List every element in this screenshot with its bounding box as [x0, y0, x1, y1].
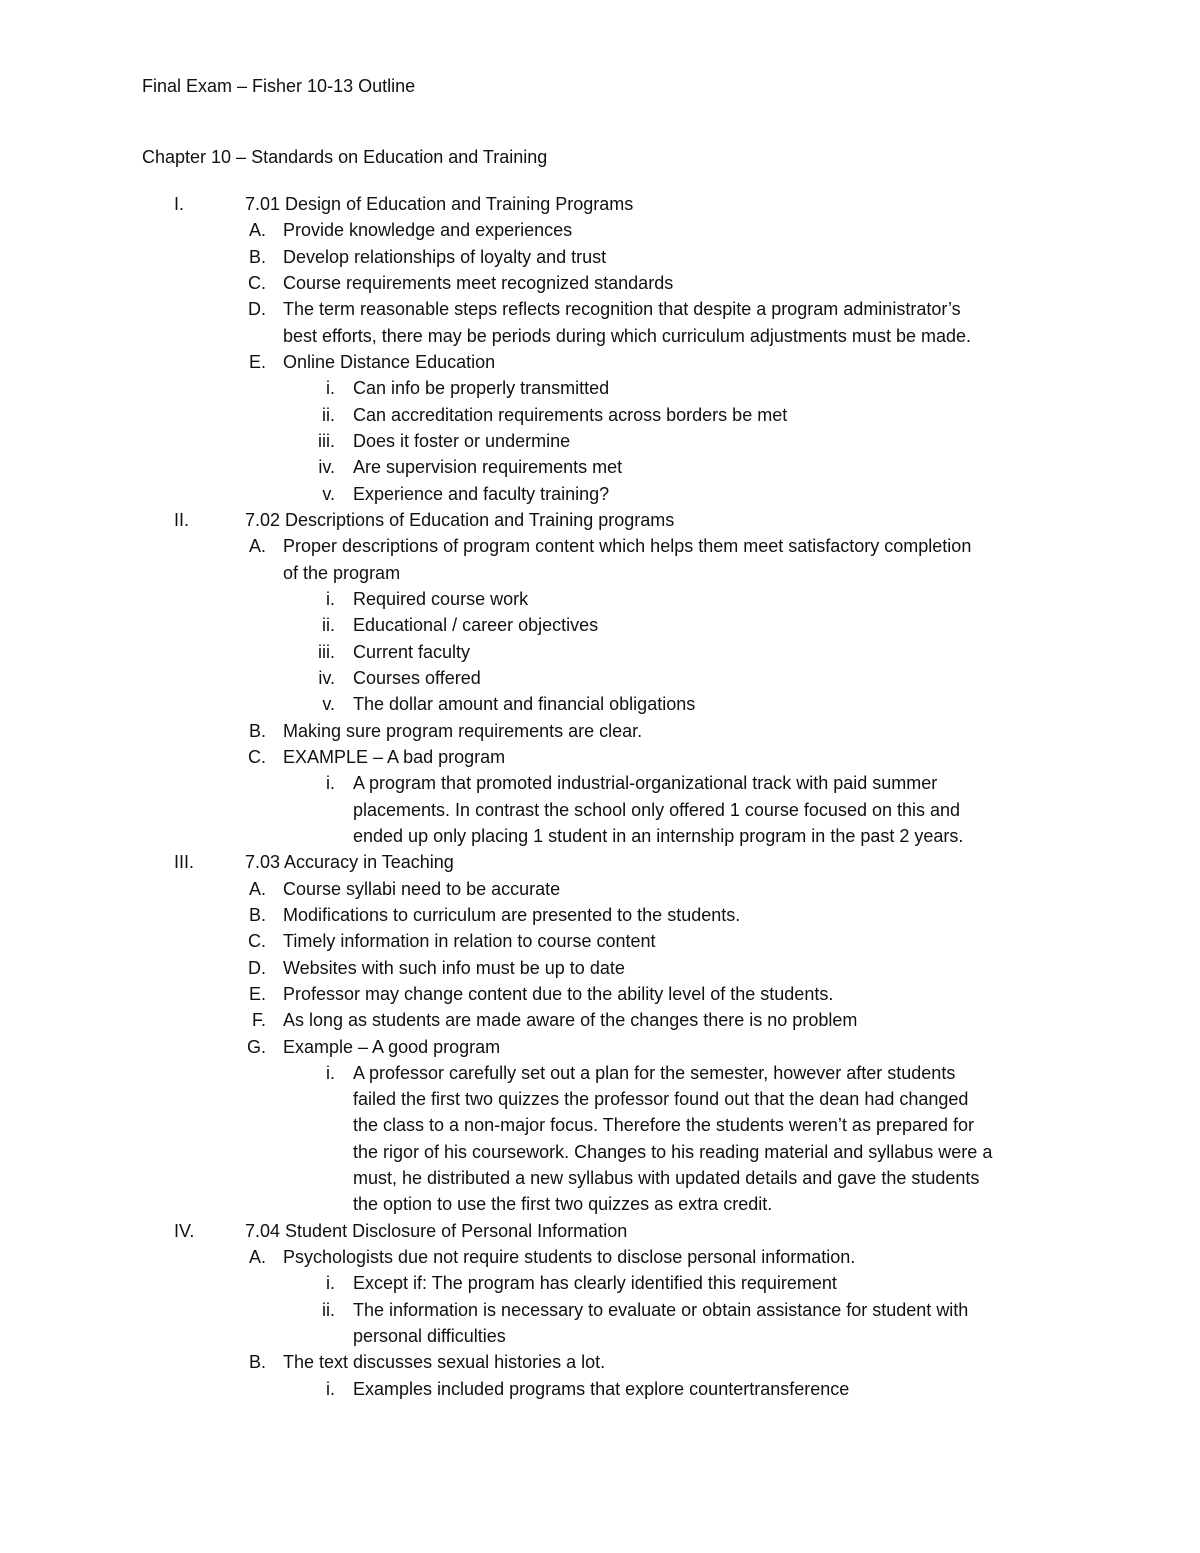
outline-marker: B. [248, 720, 266, 741]
outline-text: Educational / career objectives [353, 615, 599, 636]
outline-text: Psychologists due not require students to disclose personal information. [283, 1247, 856, 1268]
outline-line [0, 849, 1200, 875]
outline-line [0, 244, 1200, 270]
outline-line [0, 375, 1200, 401]
outline-text: The text discusses sexual histories a lot. [283, 1352, 606, 1373]
outline-text: Provide knowledge and experiences [283, 220, 573, 241]
outline-line [0, 586, 1200, 612]
outline-marker: A. [248, 220, 266, 241]
outline-line [0, 1034, 1200, 1060]
outline-marker: v. [322, 694, 335, 715]
outline-line [0, 1007, 1200, 1033]
outline-line [0, 1244, 1200, 1270]
outline-marker: iv. [318, 667, 335, 688]
outline-line [0, 323, 1200, 349]
outline-line [0, 533, 1200, 559]
outline-text: Examples included programs that explore countertransference [353, 1378, 850, 1399]
outline-text: The term reasonable steps reflects recognition that despite a program administrator’s [283, 299, 961, 320]
outline-text: A professor carefully set out a plan for the semester, however after students [353, 1062, 956, 1083]
outline-text: EXAMPLE – A bad program [283, 746, 506, 767]
outline-marker: ii. [322, 615, 335, 636]
outline-marker: C. [248, 931, 266, 952]
outline-marker: A. [248, 1247, 266, 1268]
outline-line [0, 876, 1200, 902]
outline-text: Does it foster or undermine [353, 430, 571, 451]
outline-line [0, 1323, 1200, 1349]
outline-line [0, 691, 1200, 717]
outline-list [0, 191, 1200, 1402]
outline-marker: II. [174, 509, 190, 530]
outline-text: Can accreditation requirements across borders be met [353, 404, 788, 425]
outline-line [0, 1191, 1200, 1217]
outline-marker: iii. [318, 430, 335, 451]
outline-marker: C. [248, 746, 266, 767]
outline-line [0, 1086, 1200, 1112]
outline-marker: B. [248, 1352, 266, 1373]
outline-marker: I. [174, 194, 185, 214]
outline-text: The dollar amount and financial obligations [353, 694, 696, 715]
outline-marker: ii. [322, 1299, 335, 1320]
outline-marker: i. [326, 1062, 335, 1083]
outline-text: Experience and faculty training? [353, 483, 610, 504]
outline-line [0, 217, 1200, 243]
outline-line [0, 191, 1200, 217]
outline-line [0, 349, 1200, 375]
outline-line [0, 823, 1200, 849]
outline-text: Current faculty [353, 641, 471, 662]
outline-marker: B. [248, 246, 266, 267]
outline-text: ended up only placing 1 student in an internship program in the past 2 years. [353, 825, 964, 846]
outline-line [0, 928, 1200, 954]
outline-marker: v. [322, 483, 335, 504]
outline-text: 7.01 Design of Education and Training Programs [245, 194, 634, 214]
outline-marker: IV. [174, 1220, 195, 1241]
outline-text: the rigor of his coursework. Changes to his reading material and syllabus were a [353, 1141, 993, 1162]
outline-line [0, 1112, 1200, 1138]
outline-marker: E. [248, 351, 266, 372]
outline-line [0, 902, 1200, 928]
outline-line [0, 981, 1200, 1007]
outline-marker: E. [248, 983, 266, 1004]
outline-line [0, 507, 1200, 533]
outline-marker: B. [248, 904, 266, 925]
outline-text: Example – A good program [283, 1036, 501, 1057]
outline-marker: C. [248, 272, 266, 293]
outline-text: personal difficulties [353, 1326, 506, 1347]
outline-line [0, 1218, 1200, 1244]
outline-marker: D. [248, 957, 266, 978]
outline-marker: i. [326, 1378, 335, 1399]
outline-text: Develop relationships of loyalty and trust [283, 246, 607, 267]
outline-text: best efforts, there may be periods during which curriculum adjustments must be made. [283, 325, 971, 346]
outline-line [0, 428, 1200, 454]
outline-line [0, 797, 1200, 823]
outline-marker: G. [246, 1036, 266, 1057]
outline-line [0, 718, 1200, 744]
outline-line [0, 955, 1200, 981]
outline-text: of the program [283, 562, 401, 583]
outline-marker: III. [174, 852, 195, 873]
outline-text: placements. In contrast the school only offered 1 course focused on this and [353, 799, 961, 820]
outline-text: failed the first two quizzes the professor found out that the dean had changed [353, 1089, 969, 1110]
outline-line [0, 454, 1200, 480]
outline-text: Required course work [353, 588, 529, 609]
outline-marker: A. [248, 878, 266, 899]
outline-line [0, 1139, 1200, 1165]
document-title: Final Exam – Fisher 10-13 Outline [142, 76, 416, 96]
outline-text: Online Distance Education [283, 351, 496, 372]
outline-marker: i. [326, 1273, 335, 1294]
outline-line [0, 560, 1200, 586]
outline-text: the option to use the first two quizzes as extra credit. [353, 1194, 773, 1215]
outline-text: 7.02 Descriptions of Education and Training programs [245, 509, 675, 530]
outline-marker: i. [326, 378, 335, 399]
outline-text: A program that promoted industrial-organizational track with paid summer [353, 773, 938, 794]
outline-marker: iii. [318, 641, 335, 662]
outline-marker: i. [326, 773, 335, 794]
outline-line [0, 744, 1200, 770]
outline-text: Making sure program requirements are clear. [283, 720, 643, 741]
outline-text: As long as students are made aware of the changes there is no problem [283, 1010, 858, 1031]
outline-text: Can info be properly transmitted [353, 378, 610, 399]
outline-line [0, 402, 1200, 428]
outline-marker: A. [248, 536, 266, 557]
outline-text: 7.03 Accuracy in Teaching [245, 852, 454, 873]
outline-line [0, 612, 1200, 638]
outline-line [0, 770, 1200, 796]
outline-marker: F. [251, 1010, 266, 1031]
outline-line [0, 665, 1200, 691]
outline-text: Timely information in relation to course content [283, 931, 656, 952]
chapter-title: Chapter 10 – Standards on Education and Training [142, 147, 548, 167]
outline-text: Course syllabi need to be accurate [283, 878, 561, 899]
outline-line [0, 481, 1200, 507]
outline-text: the class to a non-major focus. Therefore the students weren’t as prepared for [353, 1115, 974, 1136]
outline-text: The information is necessary to evaluate or obtain assistance for student with [353, 1299, 969, 1320]
outline-line [0, 1349, 1200, 1375]
outline-text: Courses offered [353, 667, 481, 688]
outline-marker: ii. [322, 404, 335, 425]
outline-line [0, 1376, 1200, 1402]
outline-text: Except if: The program has clearly identified this requirement [353, 1273, 837, 1294]
outline-text: Modifications to curriculum are presented to the students. [283, 904, 741, 925]
outline-text: Course requirements meet recognized standards [283, 272, 674, 293]
outline-marker: i. [326, 588, 335, 609]
outline-text: Professor may change content due to the ability level of the students. [283, 983, 834, 1004]
outline-text: 7.04 Student Disclosure of Personal Information [245, 1220, 628, 1241]
outline-text: Websites with such info must be up to date [283, 957, 625, 978]
outline-marker: D. [248, 299, 266, 320]
outline-line [0, 1297, 1200, 1323]
outline-line [0, 639, 1200, 665]
outline-line [0, 1270, 1200, 1296]
outline-line [0, 270, 1200, 296]
outline-marker: iv. [318, 457, 335, 478]
outline-text: must, he distributed a new syllabus with updated details and gave the students [353, 1168, 980, 1189]
outline-line [0, 296, 1200, 322]
outline-text: Proper descriptions of program content which helps them meet satisfactory completion [283, 536, 972, 557]
outline-line [0, 1060, 1200, 1086]
outline-line [0, 1165, 1200, 1191]
outline-text: Are supervision requirements met [353, 457, 623, 478]
